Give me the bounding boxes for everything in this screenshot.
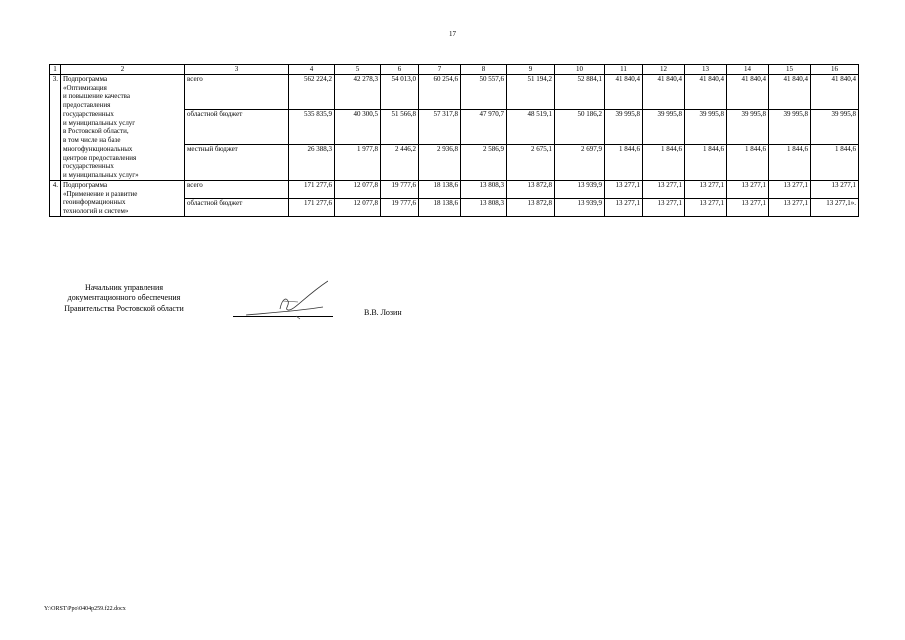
value-cell: 13 277,1 xyxy=(605,198,643,216)
row-number: 3. xyxy=(50,74,61,180)
value-cell: 41 840,4 xyxy=(769,74,811,109)
subprogram-name-line: в Ростовской области, xyxy=(63,127,129,136)
subprogram-name-line: и муниципальных услуг xyxy=(63,118,136,127)
signature-title-line: Правительства Ростовской области xyxy=(64,303,184,313)
value-cell: 535 835,9 xyxy=(289,110,335,145)
subprogram-name-line: и муниципальных услуг» xyxy=(63,171,139,179)
funding-source: местный бюджет xyxy=(185,145,289,180)
subprogram-name-line: геоинформационных xyxy=(63,198,126,207)
value-cell: 26 388,3 xyxy=(289,145,335,180)
column-number: 3 xyxy=(185,65,289,75)
value-cell: 13 277,1 xyxy=(727,180,769,198)
value-cell: 39 995,8 xyxy=(685,110,727,145)
row-number: 4. xyxy=(50,180,61,216)
subprogram-name-line: и повышение качества xyxy=(63,92,131,101)
column-number: 7 xyxy=(419,65,461,75)
value-cell: 51 194,2 xyxy=(507,74,555,109)
value-cell: 52 884,1 xyxy=(555,74,605,109)
value-cell: 40 300,5 xyxy=(335,110,381,145)
value-cell: 19 777,6 xyxy=(381,198,419,216)
value-cell: 60 254,6 xyxy=(419,74,461,109)
value-cell: 13 277,1 xyxy=(643,180,685,198)
value-cell: 13 277,1 xyxy=(685,198,727,216)
table-row xyxy=(50,74,859,109)
value-cell: 13 277,1 xyxy=(769,180,811,198)
value-cell: 13 939,9 xyxy=(555,198,605,216)
value-cell: 13 808,3 xyxy=(461,198,507,216)
value-cell: 13 277,1». xyxy=(811,198,859,216)
value-cell: 39 995,8 xyxy=(769,110,811,145)
column-number: 10 xyxy=(555,65,605,75)
value-cell: 42 278,3 xyxy=(335,74,381,109)
signature-title-line: Начальник управления xyxy=(84,283,164,292)
value-cell: 1 844,6 xyxy=(727,145,769,180)
value-cell: 13 277,1 xyxy=(769,198,811,216)
subprogram-name-line: предоставления xyxy=(63,101,111,109)
column-number: 4 xyxy=(289,65,335,75)
value-cell: 48 519,1 xyxy=(507,110,555,145)
subprogram-name-line: «Оптимизация xyxy=(63,83,107,92)
value-cell: 13 872,8 xyxy=(507,198,555,216)
value-cell: 13 808,3 xyxy=(461,180,507,198)
column-number: 5 xyxy=(335,65,381,75)
value-cell: 18 138,6 xyxy=(419,180,461,198)
value-cell: 13 277,1 xyxy=(643,198,685,216)
funding-source: областной бюджет xyxy=(185,198,289,216)
value-cell: 2 446,2 xyxy=(381,145,419,180)
value-cell: 13 939,9 xyxy=(555,180,605,198)
value-cell: 13 277,1 xyxy=(685,180,727,198)
subprogram-name xyxy=(61,180,185,216)
value-cell: 39 995,8 xyxy=(643,110,685,145)
value-cell: 12 077,8 xyxy=(335,198,381,216)
value-cell: 39 995,8 xyxy=(811,110,859,145)
value-cell: 19 777,6 xyxy=(381,180,419,198)
subprogram-name-line: государственных xyxy=(63,109,114,118)
column-number: 14 xyxy=(727,65,769,75)
column-number: 12 xyxy=(643,65,685,75)
subprogram-name-line: Подпрограмма xyxy=(63,74,108,83)
page-number: 17 xyxy=(449,30,456,38)
signature-title xyxy=(44,283,204,314)
value-cell: 2 697,9 xyxy=(555,145,605,180)
value-cell: 39 995,8 xyxy=(605,110,643,145)
column-number: 15 xyxy=(769,65,811,75)
value-cell: 13 277,1 xyxy=(811,180,859,198)
value-cell: 41 840,4 xyxy=(643,74,685,109)
file-path: Y:\ORST\Ppo\0404p259.f22.docx xyxy=(44,606,126,612)
subprogram-name-line: «Применение и развитие xyxy=(63,189,138,198)
value-cell: 2 936,8 xyxy=(419,145,461,180)
value-cell: 41 840,4 xyxy=(811,74,859,109)
subprogram-name-line: центров предоставления xyxy=(63,153,137,162)
value-cell: 12 077,8 xyxy=(335,180,381,198)
value-cell: 1 844,6 xyxy=(643,145,685,180)
table-row xyxy=(50,180,859,198)
subprogram-name-line: технологий и систем» xyxy=(63,207,129,215)
funding-source: всего xyxy=(185,74,289,109)
table-header-row xyxy=(50,65,859,75)
value-cell: 57 317,8 xyxy=(419,110,461,145)
value-cell: 47 970,7 xyxy=(461,110,507,145)
subprogram-name-line: многофункциональных xyxy=(63,144,133,153)
value-cell: 2 675,1 xyxy=(507,145,555,180)
subprogram-name-line: в том числе на базе xyxy=(63,136,121,144)
handwritten-signature xyxy=(238,277,328,322)
column-number: 13 xyxy=(685,65,727,75)
value-cell: 41 840,4 xyxy=(605,74,643,109)
budget-table xyxy=(49,64,859,217)
funding-source: областной бюджет xyxy=(185,110,289,145)
value-cell: 171 277,6 xyxy=(289,198,335,216)
value-cell: 1 844,6 xyxy=(685,145,727,180)
value-cell: 1 844,6 xyxy=(605,145,643,180)
value-cell: 51 566,8 xyxy=(381,110,419,145)
column-number: 11 xyxy=(605,65,643,75)
column-number: 16 xyxy=(811,65,859,75)
subprogram-name-line: государственных xyxy=(63,162,114,171)
value-cell: 41 840,4 xyxy=(727,74,769,109)
value-cell: 171 277,6 xyxy=(289,180,335,198)
value-cell: 13 277,1 xyxy=(605,180,643,198)
value-cell: 13 277,1 xyxy=(727,198,769,216)
value-cell: 1 844,6 xyxy=(769,145,811,180)
value-cell: 50 557,6 xyxy=(461,74,507,109)
subprogram-name-line: Подпрограмма xyxy=(63,180,108,189)
value-cell: 1 977,8 xyxy=(335,145,381,180)
subprogram-name xyxy=(61,74,185,180)
column-number: 1 xyxy=(50,65,61,75)
column-number: 2 xyxy=(61,65,185,75)
signature-title-line: документационного обеспечения xyxy=(67,293,181,303)
column-number: 9 xyxy=(507,65,555,75)
value-cell: 13 872,8 xyxy=(507,180,555,198)
value-cell: 54 013,0 xyxy=(381,74,419,109)
column-number: 8 xyxy=(461,65,507,75)
signer-name: В.В. Лозин xyxy=(364,308,402,317)
value-cell: 2 586,9 xyxy=(461,145,507,180)
value-cell: 39 995,8 xyxy=(727,110,769,145)
value-cell: 18 138,6 xyxy=(419,198,461,216)
value-cell: 1 844,6 xyxy=(811,145,859,180)
value-cell: 562 224,2 xyxy=(289,74,335,109)
value-cell: 50 186,2 xyxy=(555,110,605,145)
funding-source: всего xyxy=(185,180,289,198)
value-cell: 41 840,4 xyxy=(685,74,727,109)
column-number: 6 xyxy=(381,65,419,75)
